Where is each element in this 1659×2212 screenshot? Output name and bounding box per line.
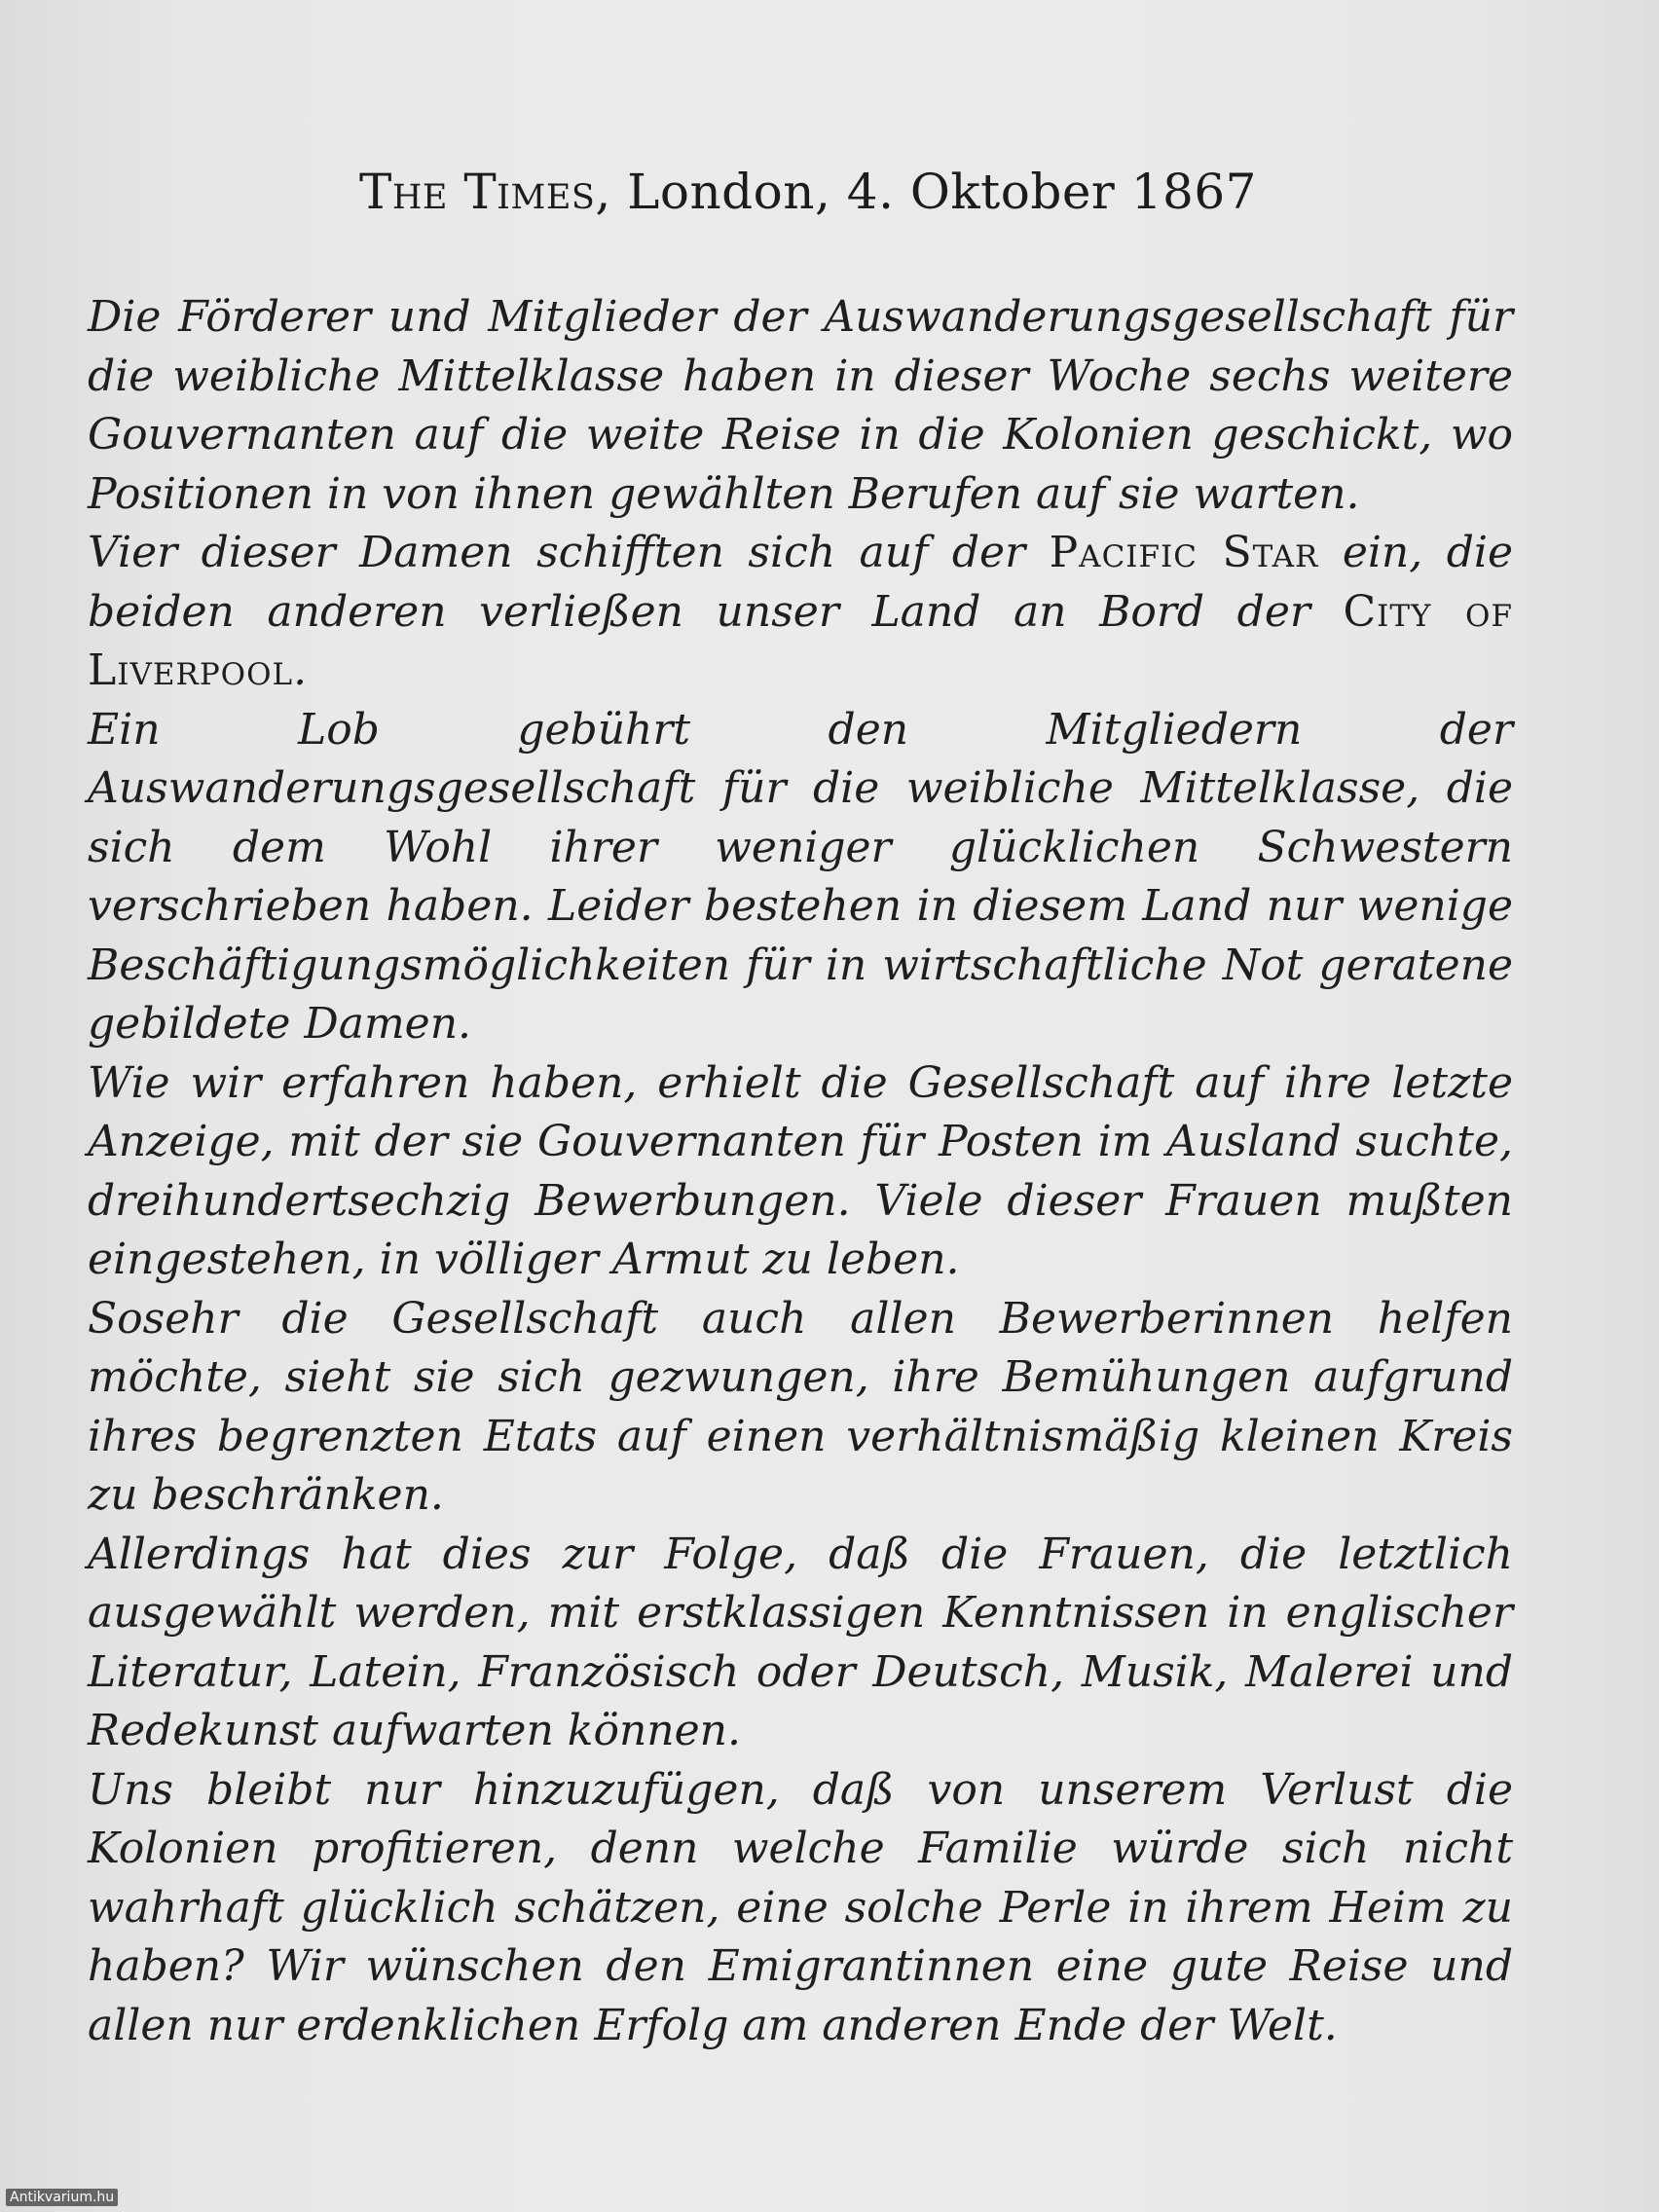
heading-place-date: , London, 4. Oktober 1867 [595,164,1257,220]
paragraph-7: Uns bleibt nur hinzuzufügen, daß von unserem Verlust die Kolonien profitieren, denn welche Familie würde sich nicht wahrhaft glücklich schätzen, eine solche Perle in ihrem Heim zu haben? Wir wünschen den Emigrantinnen eine gute Reise und allen nur erdenklichen Erfolg am anderen Ende der Welt. [88,1764,1513,2050]
ship-name-city-of-liverpool: City of Liverpool [88,586,1513,695]
paragraph-4: Wie wir erfahren haben, erhielt die Gesellschaft auf ihre letzte Anzeige, mit der sie Gouvernanten für Posten im Ausland suchte, dreihundertsechzig Bewerbungen. Viele dieser Frauen mußten eingestehen, in völliger Armut zu leben. [88,1057,1513,1284]
paragraph-3: Ein Lob gebührt den Mitgliedern der Auswanderungsgesellschaft für die weibliche Mittelklasse, die sich dem Wohl ihrer weniger glücklichen Schwestern verschrieben haben. Leider bestehen in diesem Land nur wenige Beschäftigungsmöglichkeiten für in wirtschaftliche Not geratene gebildete Damen. [88,704,1513,1049]
article-heading [0,164,1616,220]
publication-name: The Times [359,164,596,220]
paragraph-5: Sosehr die Gesellschaft auch allen Bewerberinnen helfen möchte, sieht sie sich gezwungen, ihre Bemühungen aufgrund ihres begrenzten Etats auf einen verhältnismäßig kleinen Kreis zu beschränken. [88,1293,1513,1520]
paragraph-2-part-3: . [293,645,308,695]
paragraph-2-part-2: ein, die beiden anderen verließen unser Land an Bord der [88,528,1513,637]
paragraph-1: Die Förderer und Mitglieder der Auswanderungsgesellschaft für die weibliche Mittelklasse haben in dieser Woche sechs weitere Gouvernanten auf die weite Reise in die Kolonien geschickt, wo Positionen in von ihnen gewählten Berufen auf sie warten. [88,292,1513,519]
article-body [88,288,1513,2055]
paragraph-2-part-1: Vier dieser Damen schifften sich auf der [88,528,1050,577]
ship-name-pacific-star: Pacific Star [1049,528,1319,577]
paragraph-2 [88,524,1513,701]
paragraph-6: Allerdings hat dies zur Folge, daß die Frauen, die letztlich ausgewählt werden, mit erstklassigen Kenntnissen in englischer Literatur, Latein, Französisch oder Deutsch, Musik, Malerei und Redekunst aufwarten können. [88,1529,1513,1755]
watermark: Antikvarium.hu [6,2189,118,2206]
